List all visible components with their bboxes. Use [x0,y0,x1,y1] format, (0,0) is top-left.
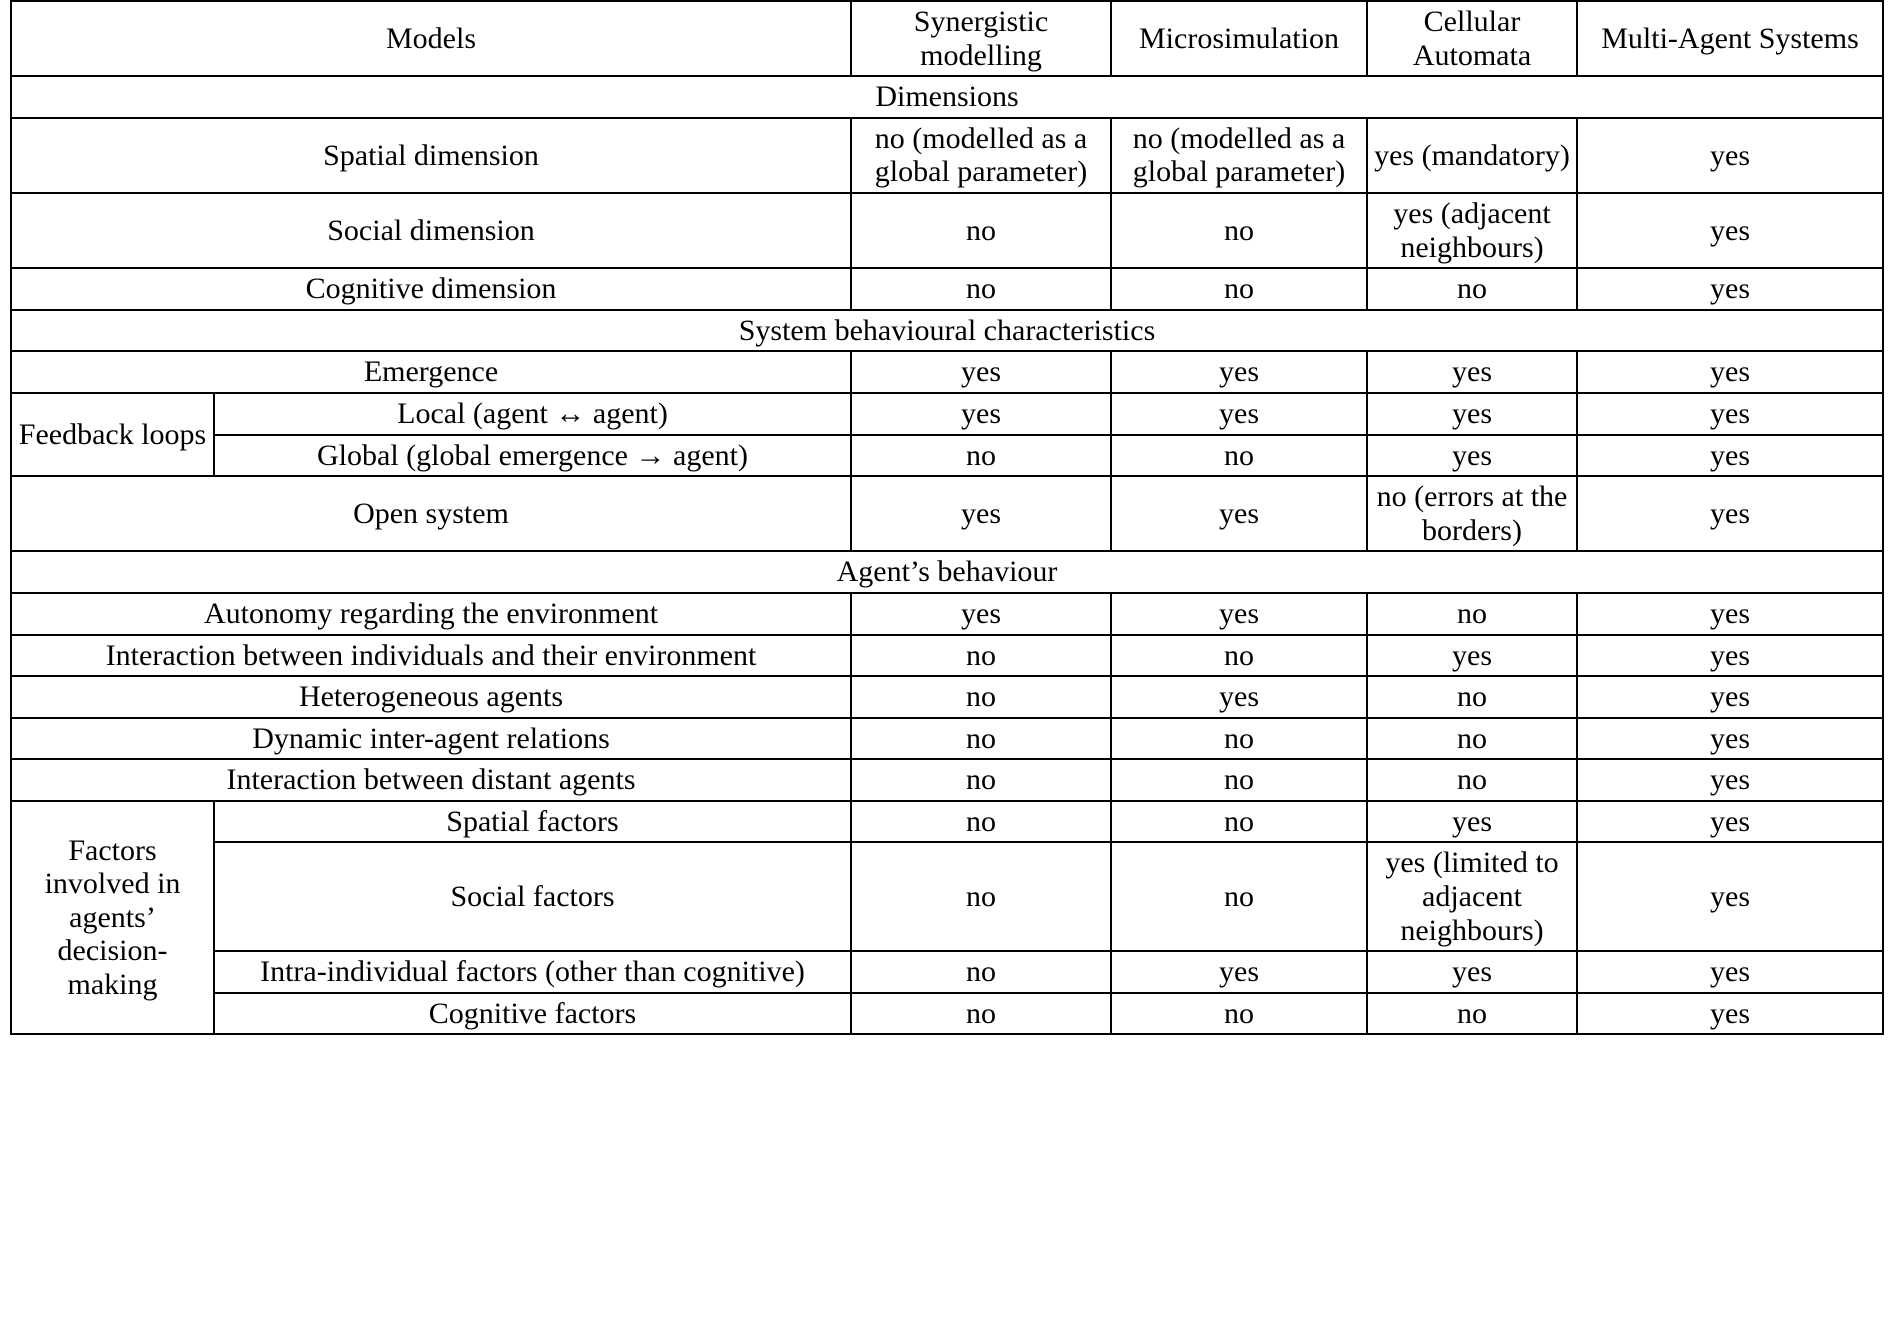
header-column-2: Cellular Automata [1367,1,1577,76]
row-label: Social factors [214,842,851,951]
cell-value: yes [1367,393,1577,435]
table-row [11,193,1883,268]
row-label: Spatial dimension [11,118,851,193]
cell-value: no [1111,801,1367,843]
row-label: Interaction between distant agents [11,759,851,801]
header-column-0: Synergistic modelling [851,1,1111,76]
row-label: Cognitive factors [214,993,851,1035]
row-label: Open system [11,476,851,551]
cell-value: no [1367,993,1577,1035]
row-label: Social dimension [11,193,851,268]
table-row [11,435,1883,477]
cell-value: yes [1367,435,1577,477]
cell-value: yes [1577,268,1883,310]
cell-value: yes [1577,193,1883,268]
cell-value: no [1367,268,1577,310]
cell-value: yes [1111,676,1367,718]
row-label: Interaction between individuals and their environment [11,635,851,677]
cell-value: yes [1111,393,1367,435]
cell-value: no [1367,676,1577,718]
table-row [11,635,1883,677]
cell-value: yes [1111,951,1367,993]
cell-value: no [1111,993,1367,1035]
cell-value: yes [1577,476,1883,551]
cell-value: yes [1577,435,1883,477]
row-label: Cognitive dimension [11,268,851,310]
row-label: Heterogeneous agents [11,676,851,718]
cell-value: no [1111,842,1367,951]
cell-value: no (errors at the borders) [1367,476,1577,551]
cell-value: yes [1577,801,1883,843]
row-label: Emergence [11,351,851,393]
table-row [11,268,1883,310]
header-column-1: Microsimulation [1111,1,1367,76]
cell-value: no [851,993,1111,1035]
cell-value: yes [1111,351,1367,393]
cell-value: yes [1577,718,1883,760]
cell-value: no [851,759,1111,801]
section-title: Agent’s behaviour [11,551,1883,593]
row-label: Dynamic inter-agent relations [11,718,851,760]
cell-value: yes [1577,635,1883,677]
cell-value: yes [1577,676,1883,718]
cell-value: yes [851,593,1111,635]
cell-value: no [1111,193,1367,268]
cell-value: yes [1111,476,1367,551]
row-group-label: Feedback loops [11,393,214,476]
cell-value: yes [1577,842,1883,951]
header-models-label: Models [11,1,851,76]
section-header-row [11,551,1883,593]
cell-value: no [851,801,1111,843]
header-column-3: Multi-Agent Systems [1577,1,1883,76]
cell-value: yes [851,393,1111,435]
table-row [11,718,1883,760]
cell-value: yes [1367,801,1577,843]
cell-value: no [851,951,1111,993]
section-header-row [11,310,1883,352]
cell-value: yes (adjacent neighbours) [1367,193,1577,268]
table-row [11,118,1883,193]
cell-value: no [851,842,1111,951]
cell-value: yes [1577,593,1883,635]
cell-value: no (modelled as a global parameter) [851,118,1111,193]
cell-value: yes [1367,351,1577,393]
cell-value: yes [1367,951,1577,993]
cell-value: yes [1577,951,1883,993]
table-row [11,993,1883,1035]
cell-value: yes [1111,593,1367,635]
row-label: Autonomy regarding the environment [11,593,851,635]
cell-value: no [1367,593,1577,635]
cell-value: yes (mandatory) [1367,118,1577,193]
cell-value: no [1111,635,1367,677]
table-body [11,1,1883,1034]
cell-value: no [1111,268,1367,310]
model-comparison-table [10,0,1884,1035]
cell-value: no [851,635,1111,677]
cell-value: no [851,435,1111,477]
cell-value: yes [1577,759,1883,801]
cell-value: yes [1577,118,1883,193]
row-group-label: Factors involved in agents’ decision-making [11,801,214,1035]
table-row [11,351,1883,393]
cell-value: yes [851,351,1111,393]
cell-value: no [851,268,1111,310]
table-header-row [11,1,1883,76]
table-row [11,593,1883,635]
cell-value: no (modelled as a global parameter) [1111,118,1367,193]
table-row [11,842,1883,951]
cell-value: yes [1577,993,1883,1035]
table-row [11,476,1883,551]
table-row [11,759,1883,801]
table-row [11,393,1883,435]
cell-value: yes [1577,393,1883,435]
table-row [11,676,1883,718]
table-row [11,951,1883,993]
cell-value: no [1111,435,1367,477]
section-title: System behavioural characteristics [11,310,1883,352]
cell-value: no [1367,759,1577,801]
row-label: Intra-individual factors (other than cognitive) [214,951,851,993]
cell-value: yes [851,476,1111,551]
row-label: Spatial factors [214,801,851,843]
table-row [11,801,1883,843]
cell-value: no [1111,718,1367,760]
cell-value: yes (limited to adjacent neighbours) [1367,842,1577,951]
section-header-row [11,76,1883,118]
cell-value: no [851,676,1111,718]
cell-value: yes [1577,351,1883,393]
cell-value: no [1367,718,1577,760]
cell-value: no [851,718,1111,760]
section-title: Dimensions [11,76,1883,118]
cell-value: yes [1367,635,1577,677]
row-label: Global (global emergence → agent) [214,435,851,477]
cell-value: no [851,193,1111,268]
row-label: Local (agent ↔ agent) [214,393,851,435]
cell-value: no [1111,759,1367,801]
